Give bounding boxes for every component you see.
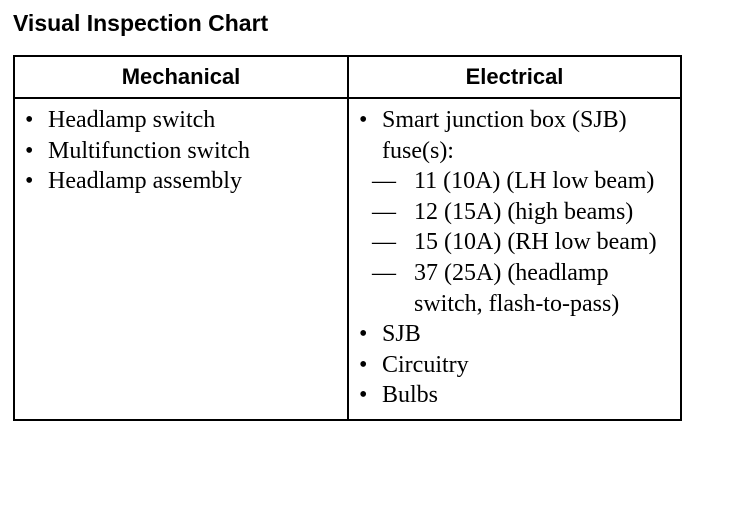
list-item: • Multifunction switch xyxy=(15,136,343,167)
electrical-cell xyxy=(348,98,681,420)
body-row xyxy=(14,98,681,420)
visual-inspection-table xyxy=(13,55,682,421)
header-row xyxy=(14,56,681,98)
electrical-header: Electrical xyxy=(348,56,681,98)
list-item: • Circuitry xyxy=(349,350,676,381)
mechanical-list xyxy=(15,105,343,197)
electrical-list xyxy=(349,105,676,411)
fuse-subitem: — 12 (15A) (high beams) xyxy=(372,197,676,228)
mechanical-header: Mechanical xyxy=(14,56,348,98)
list-item: • SJB xyxy=(349,319,676,350)
list-item: • Headlamp assembly xyxy=(15,166,343,197)
mechanical-cell xyxy=(14,98,348,420)
chart-title: Visual Inspection Chart xyxy=(13,10,269,36)
list-item: • Headlamp switch xyxy=(15,105,343,136)
fuse-subitem: — 15 (10A) (RH low beam) xyxy=(372,227,676,258)
fuse-subitem: — 11 (10A) (LH low beam) xyxy=(372,166,676,197)
list-item xyxy=(349,105,676,319)
fuse-item-label: Smart junction box (SJB) fuse(s): xyxy=(382,107,627,164)
fuse-subitem: — 37 (25A) (headlamp switch, flash-to-pass) xyxy=(372,258,676,319)
list-item: • Bulbs xyxy=(349,380,676,411)
fuse-sublist xyxy=(372,166,676,319)
